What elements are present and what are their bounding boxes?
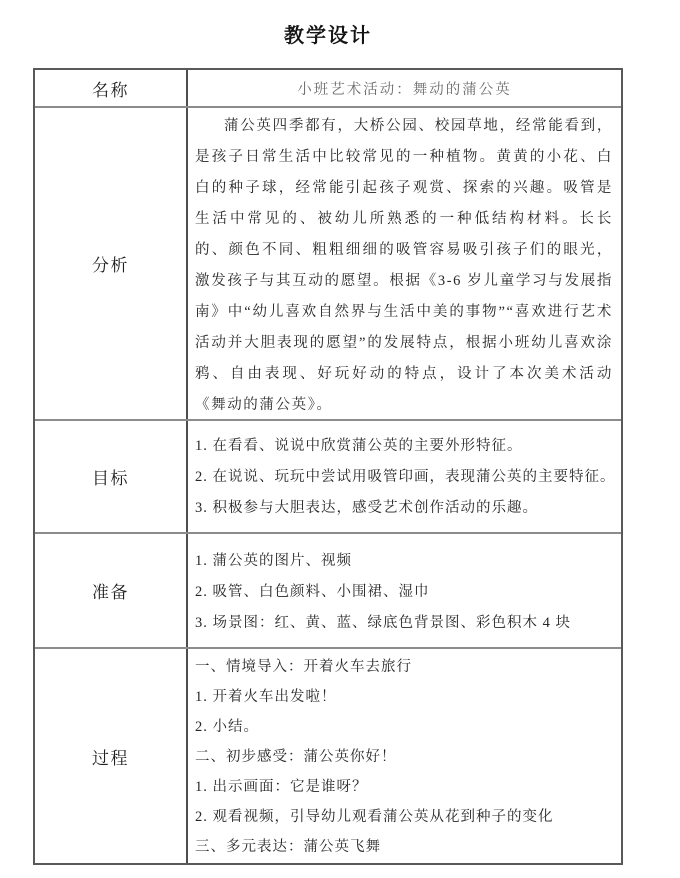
- row-label-process: 过程: [35, 649, 188, 863]
- process-line: 1. 开着火车出发啦！: [195, 689, 337, 705]
- process-line: 2. 小结。: [195, 719, 259, 735]
- table-row-process: [35, 649, 621, 863]
- preparation-line: 3. 场景图：红、黄、蓝、绿底色背景图、彩色积木 4 块: [195, 615, 571, 631]
- process-line: 一、情境导入：开着火车去旅行: [195, 659, 412, 675]
- table-row-analysis: [35, 108, 621, 421]
- process-line: 三、多元表达：蒲公英飞舞: [195, 839, 381, 855]
- teaching-design-table: [33, 68, 623, 865]
- process-line: 1. 出示画面：它是谁呀？: [195, 779, 368, 795]
- row-label-preparation: 准备: [35, 534, 188, 647]
- row-label-goals: 目标: [35, 421, 188, 532]
- goal-line: 1. 在看看、说说中欣赏蒲公英的主要外形特征。: [195, 438, 523, 454]
- activity-name-value: 小班艺术活动：舞动的蒲公英: [297, 81, 512, 98]
- goal-line: 2. 在说说、玩玩中尝试用吸管印画，表现蒲公英的主要特征。: [195, 469, 616, 485]
- preparation-list: [188, 534, 621, 639]
- goal-line: 3. 积极参与大胆表达，感受艺术创作活动的乐趣。: [195, 500, 538, 516]
- table-row-name: [35, 70, 621, 108]
- table-row-goals: [35, 421, 621, 534]
- page-title: 教学设计: [284, 25, 372, 47]
- table-row-preparation: [35, 534, 621, 649]
- process-list: [188, 649, 621, 862]
- preparation-line: 1. 蒲公英的图片、视频: [195, 553, 352, 569]
- preparation-line: 2. 吸管、白色颜料、小围裙、湿巾: [195, 584, 430, 600]
- goals-list: [188, 421, 621, 524]
- process-line: 2. 观看视频，引导幼儿观看蒲公英从花到种子的变化: [195, 809, 554, 825]
- row-label-name: 名称: [35, 70, 188, 106]
- row-label-analysis: 分析: [35, 108, 188, 419]
- analysis-paragraph: 蒲公英四季都有，大桥公园、校园草地，经常能看到，是孩子日常生活中比较常见的一种植物。黄黄的小花、白白的种子球，经常能引起孩子观赏、探索的兴趣。吸管是生活中常见的、被幼儿所熟悉的一种低结构材料。长长的、颜色不同、粗粗细细的吸管容易吸引孩子们的眼光，激发孩子与其互动的愿望。根据《3-6 岁儿童学习与发展指南》中“幼儿喜欢自然界与生活中美的事物”“喜欢进行艺术活动并大胆表现的愿望”的发展特点，根据小班幼儿喜欢涂鸦、自由表现、好玩好动的特点，设计了本次美术活动《舞动的蒲公英》。: [195, 118, 613, 413]
- process-line: 二、初步感受：蒲公英你好！: [195, 749, 397, 765]
